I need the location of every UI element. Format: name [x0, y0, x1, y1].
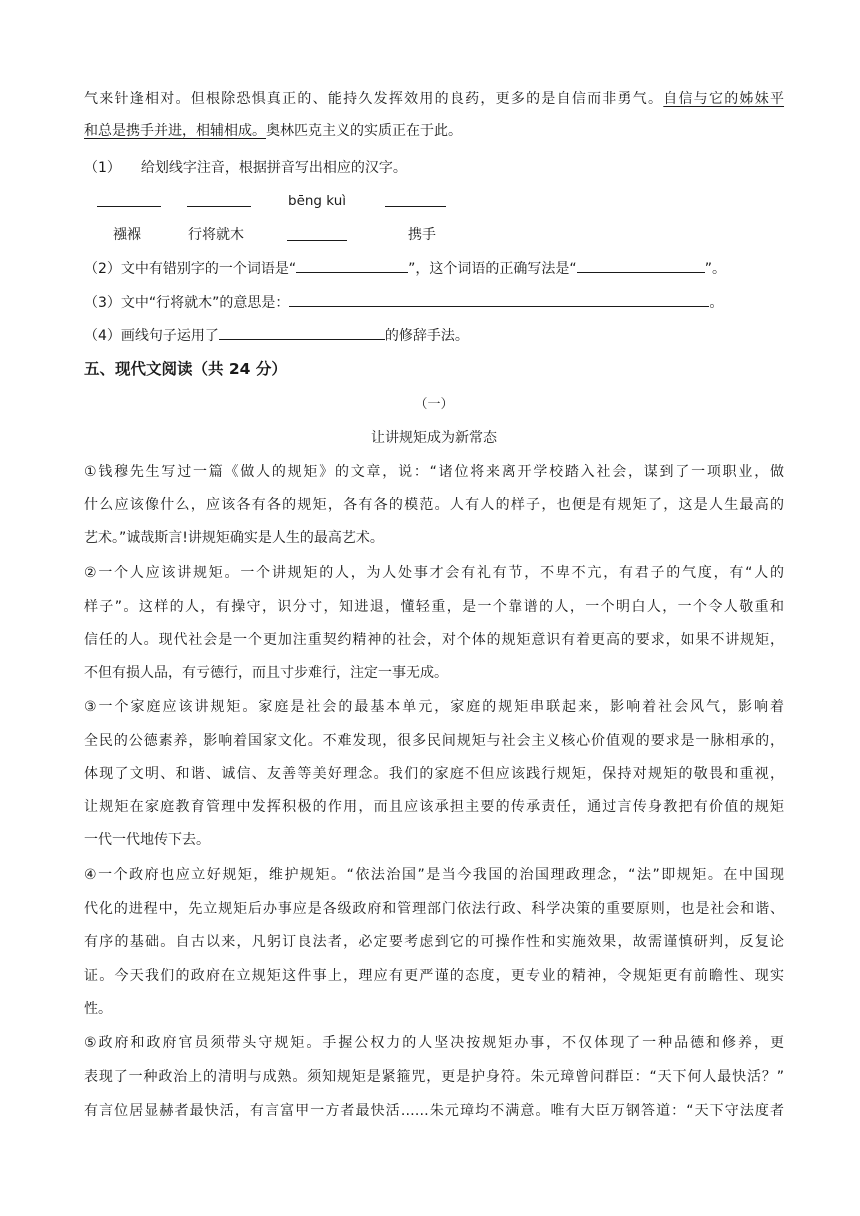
question-2-blank-1[interactable] — [296, 258, 408, 273]
question-1-text: 给划线字注音，根据拼音写出相应的汉字。 — [140, 160, 407, 176]
question-2-text-a: （2）文中有错别字的一个词语是“ — [84, 261, 297, 277]
pinyin-answer-blank-1[interactable] — [97, 192, 161, 207]
intro-text-end: 奥林匹克主义的实质正在于此。 — [266, 123, 462, 139]
word-xieshou: 携手 — [408, 227, 436, 243]
paragraph-3-line-3: 体现了文明、和谐、诚信、友善等美好理念。我们的家庭不但应该践行规矩，保持对规矩的敬畏和重视， — [84, 766, 784, 782]
paragraph-2-line-1: ②一个人应该讲规矩。一个讲规矩的人，为人处事才会有礼有节，不卑不亢，有君子的气度，有“人的 — [84, 565, 784, 581]
question-4-text-b: 的修辞手法。 — [384, 328, 469, 344]
question-2-text-c: ”。 — [704, 261, 726, 277]
section-heading: 五、现代文阅读（共 24 分） — [84, 360, 287, 378]
question-4-blank[interactable] — [219, 325, 385, 340]
paragraph-1-line-3: 艺术。”诚哉斯言!讲规矩确实是人生的最高艺术。 — [84, 530, 384, 546]
paragraph-1-line-1: ①钱穆先生写过一篇《做人的规矩》的文章，说：“诸位将来离开学校踏入社会，谋到了一项职业，做 — [84, 464, 784, 480]
paragraph-4-line-2: 代化的进程中，先立规矩后办事应是各级政府和管理部门依法行政、科学决策的重要原则，也是社会和谐、 — [84, 901, 784, 917]
question-1 — [84, 158, 784, 178]
paragraph-5-line-1: ⑤政府和政府官员须带头守规矩。手握公权力的人坚决按规矩办事，不仅体现了一种品德和修养，更 — [84, 1035, 784, 1051]
paragraph-4-line-5: 性。 — [84, 1001, 112, 1017]
paragraph-4-line-1: ④一个政府也应立好规矩，维护规矩。“依法治国”是当今我国的治国理政理念，“法”即规矩。在中国现 — [84, 867, 784, 883]
question-3-text: （3）文中“行将就木”的意思是： — [84, 295, 290, 311]
question-4-text-a: （4）画线句子运用了 — [84, 328, 219, 344]
question-3-blank[interactable] — [289, 292, 709, 307]
word-qiangbao: 襁褓 — [113, 227, 141, 243]
intro-text: 气来针逢相对。但根除恐惧真正的、能持久发挥效用的良药，更多的是自信而非勇气。 — [84, 91, 664, 107]
article-title: 让讲规矩成为新常态 — [371, 430, 497, 446]
underlined-sentence-part-2: 和总是携手并进，相辅相成。 — [84, 123, 266, 139]
paragraph-4-line-3: 有序的基础。自古以来，凡躬订良法者，必定要考虑到它的可操作性和实施效果，故需谨慎研判，反复论 — [84, 934, 784, 950]
word-xingjiangjiumu: 行将就木 — [188, 227, 244, 243]
pinyin-answer-blank-2[interactable] — [187, 192, 251, 207]
question-3-end: 。 — [709, 295, 724, 311]
question-2 — [84, 258, 784, 279]
paragraph-2-line-3: 信任的人。现代社会是一个更加注重契约精神的社会，对个体的规矩意识有着更高的要求，如果不讲规矩， — [84, 632, 784, 648]
paragraph-3-line-2: 全民的公德素养，影响着国家文化。不难发现，很多民间规矩与社会主义核心价值观的要求是一脉相承的， — [84, 733, 784, 749]
pinyin-bengkui: bēng kuì — [288, 193, 347, 209]
paragraph-3-line-4: 让规矩在家庭教育管理中发挥积极的作用，而且应该承担主要的传承责任，通过言传身教把有价值的规矩 — [84, 799, 784, 815]
paragraph-2-line-4: 不但有损人品，有亏德行，而且寸步难行，注定一事无成。 — [84, 665, 448, 681]
intro-line-2 — [84, 121, 784, 141]
question-2-blank-2[interactable] — [577, 258, 705, 273]
paragraph-4-line-4: 证。今天我们的政府在立规矩这件事上，理应有更严谨的态度，更专业的精神，令规矩更有前瞻性、现实 — [84, 968, 784, 984]
question-2-text-b: ”，这个词语的正确写法是“ — [408, 261, 577, 277]
hanzi-answer-blank[interactable] — [287, 226, 347, 241]
paragraph-1-line-2: 什么应该像什么，应该各有各的规矩，各有各的模范。人有人的样子，也便是有规矩了，这是人生最高的 — [84, 497, 784, 513]
paragraph-3-line-5: 一代一代地传下去。 — [84, 832, 210, 848]
paragraph-3-line-1: ③一个家庭应该讲规矩。家庭是社会的最基本单元，家庭的规矩串联起来，影响着社会风气，影响着 — [84, 699, 784, 715]
underlined-sentence-part-1: 自信与它的姊妹平 — [663, 91, 785, 107]
question-1-label: （1） — [84, 160, 121, 176]
paragraph-5-line-2: 表现了一种政治上的清明与成熟。须知规矩是紧箍咒，更是护身符。朱元璋曾问群臣：“天下何人最快活？” — [84, 1069, 784, 1085]
question-4 — [84, 325, 784, 346]
question-3 — [84, 292, 784, 313]
paragraph-5-line-3: 有言位居显赫者最快活，有言富甲一方者最快活……朱元璋均不满意。唯有大臣万钢答道：“天下守法度者 — [84, 1103, 784, 1119]
pinyin-answer-blank-3[interactable] — [385, 192, 446, 207]
intro-line-1 — [84, 89, 784, 109]
paragraph-2-line-2: 样子”。这样的人，有操守，识分寸，知进退，懂轻重，是一个靠谱的人，一个明白人，一个令人敬重和 — [84, 599, 784, 615]
part-number: （一） — [414, 397, 454, 412]
